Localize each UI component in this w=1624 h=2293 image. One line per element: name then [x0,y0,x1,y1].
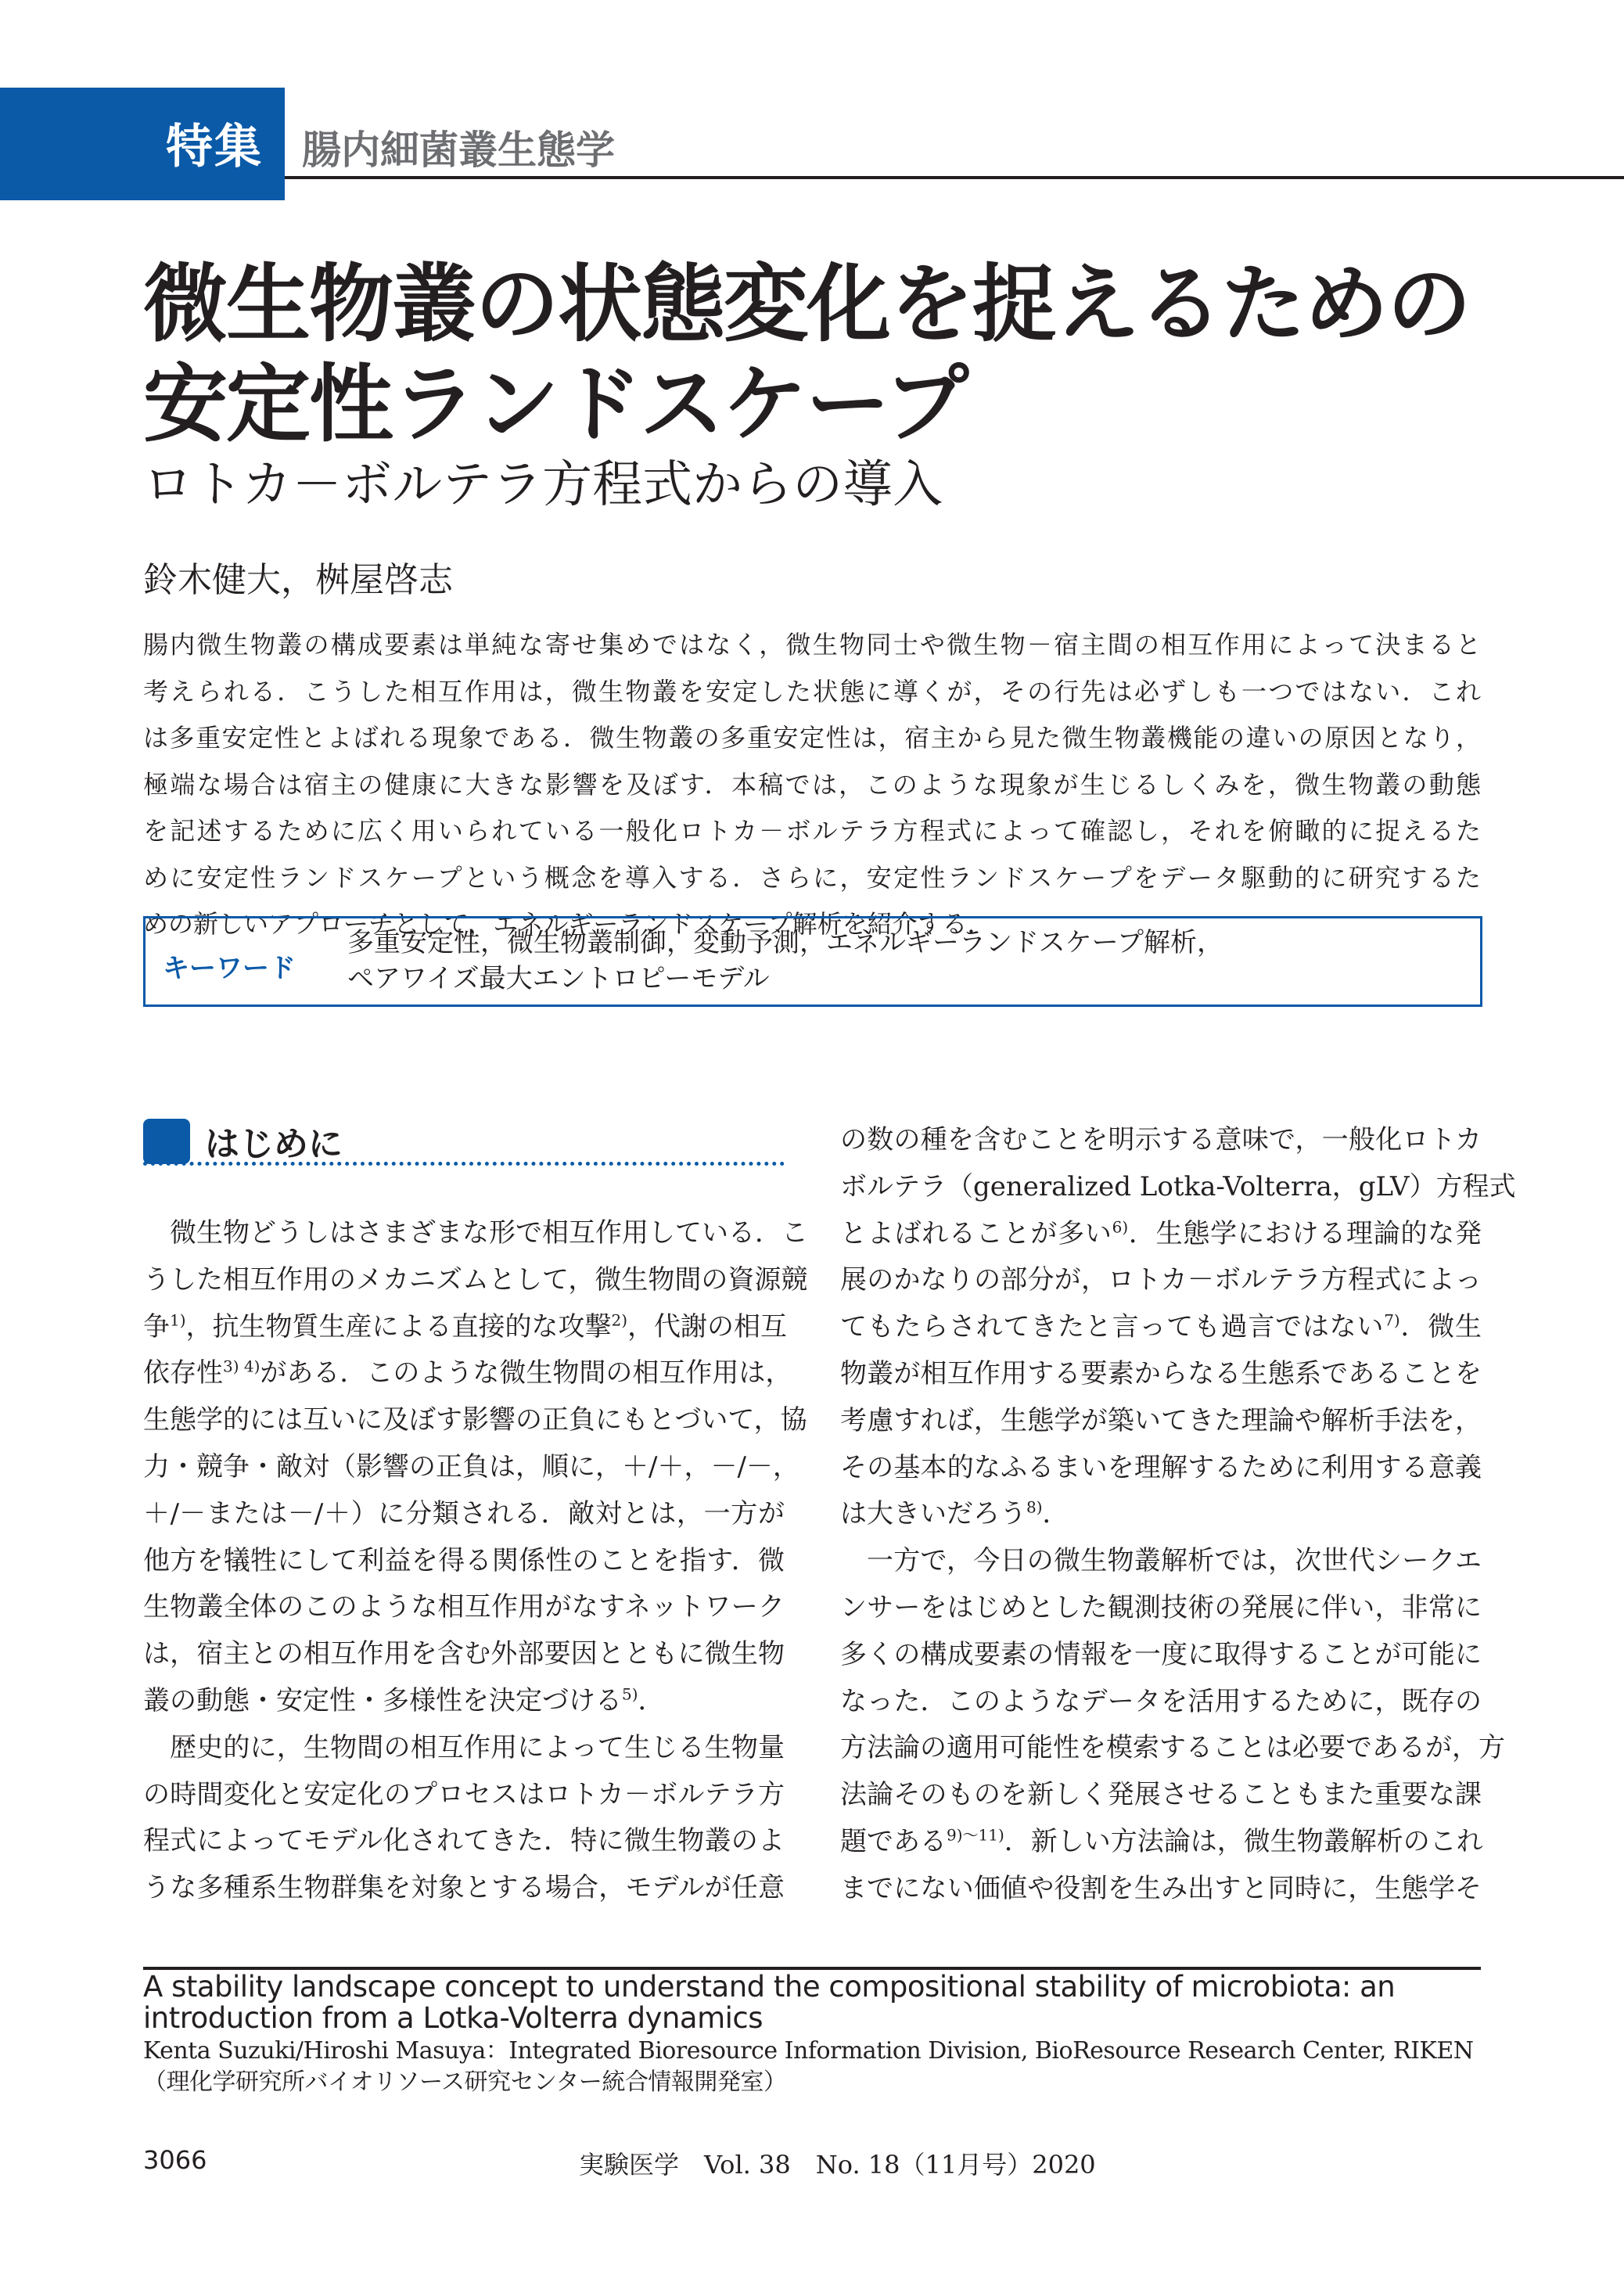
abstract-line: を記述するために広く用いられている一般化ロトカ－ボルテラ方程式によって確認し，それを俯瞰的に捉えるた [143,816,1481,846]
body-text-line: とよばれることが多い$^{6)}$．生態学における理論的な発 [840,1217,1482,1249]
citation-ref: 2) [611,1310,628,1330]
author-affiliation: Kenta Suzuki/Hiroshi Masuya：Integrated Bioresource Information Division, BioResource Research Center, RIKEN（理化学研究所バイオリソース研究センター統合情報開発室） [143,2037,1474,2096]
citation-ref: 1) [170,1310,186,1330]
body-text-line: 一方で，今日の微生物叢解析では，次世代シークエ [867,1545,1482,1577]
abstract-line: は多重安定性とよばれる現象である．微生物叢の多重安定性は，宿主から見た微生物叢機能の違いの原因となり， [143,723,1481,753]
feature-tag-label: 特集 [166,120,263,174]
body-text-line: ボルテラ（generalized Lotka-Volterra，gLV）方程式 [840,1170,1516,1202]
section-dotted-rule [143,1162,785,1166]
abstract-line: 考えられる．こうした相互作用は，微生物叢を安定した状態に導くが，その行先は必ずしも一つではない．これ [143,676,1481,706]
keywords-box [143,916,1482,1007]
body-text-line: は，宿主との相互作用を含む外部要因とともに微生物 [143,1638,785,1670]
body-text-line: 歴史的に，生物間の相互作用によって生じる生物量 [170,1731,785,1763]
body-text-line: 力・競争・敵対（影響の正負は，順に，＋/＋，－/－， [143,1450,799,1483]
citation-ref: 7) [1384,1310,1400,1330]
section-heading: はじめに [205,1124,343,1164]
body-text-line: うな多種系生物群集を対象とする場合，モデルが任意 [143,1872,785,1904]
section-marker-icon [143,1119,190,1164]
article-title-line2: 安定性ランドスケープ [143,356,968,454]
body-text-line: その基本的なふるまいを理解するために利用する意義 [840,1451,1482,1483]
body-column-left [143,1210,808,1912]
body-text-line: 程式によってモデル化されてきた．特に微生物叢のよ [143,1825,785,1857]
body-text-line: 生態学的には互いに及ぼす影響の正負にもとづいて，協 [143,1404,807,1436]
body-text-line: ンサーをはじめとした観測技術の発展に伴い，非常に [840,1591,1482,1623]
body-column-right [840,1117,1516,1913]
body-text-line: 叢の動態・安定性・多様性を決定づける$^{5)}$． [143,1684,665,1716]
keywords-list [347,925,1223,997]
body-text-line: うした相互作用のメカニズムとして，微生物間の資源競 [143,1263,808,1296]
article-title-line1: 微生物叢の状態変化を捉えるための [143,256,1471,354]
body-text-line: 争$^{1)}$，抗生物質生産による直接的な攻撃$^{2)}$，代謝の相互 [143,1310,788,1342]
abstract [143,622,1481,948]
abstract-line: めの新しいアプローチとして，エネルギーランドスケープ解析を紹介する． [143,909,993,939]
body-text-line: は大きいだろう$^{8)}$． [840,1498,1069,1530]
abstract-line: めに安定性ランドスケープという概念を導入する．さらに，安定性ランドスケープをデータ駆動的に研究するた [143,862,1481,893]
body-text-line: 物叢が相互作用する要素からなる生態系であることを [840,1357,1482,1389]
keywords-line: 多重安定性，微生物叢制御，変動予測，エネルギーランドスケープ解析， [347,927,1223,958]
page-number: 3066 [143,2145,207,2175]
body-text-line: 展のかなりの部分が，ロトカ－ボルテラ方程式によっ [840,1264,1482,1296]
body-text-line: てもたらされてきたと言っても過言ではない$^{7)}$．微生 [840,1310,1482,1343]
body-text-line: までにない価値や役割を生み出すと同時に，生態学そ [840,1872,1482,1904]
citation-ref: 9)～11) [947,1825,1004,1845]
citation-ref: 8) [1026,1498,1043,1518]
body-text-line: 題である$^{9)\sim 11)}$．新しい方法論は，微生物叢解析のこれ [840,1825,1483,1857]
english-title: A stability landscape concept to understand the compositional stability of microbiota: an introduction from a Lotka-Volterra dynamics [143,1970,1396,2035]
body-text-line: ＋/－または－/＋）に分類される．敵対とは，一方が [143,1497,785,1529]
article-subtitle: ロトカ－ボルテラ方程式からの導入 [143,456,943,514]
abstract-line: 極端な場合は宿主の健康に大きな影響を及ぼす．本稿では，このような現象が生じるしくみを，微生物叢の動態 [143,769,1481,800]
journal-citation: 実験医学 Vol. 38 No. 18（11月号）2020 [579,2150,1096,2180]
body-text-line: なった．このようなデータを活用するために，既存の [840,1685,1482,1717]
abstract-line: 腸内微生物叢の構成要素は単純な寄せ集めではなく，微生物同士や微生物－宿主間の相互作用によって決まると [143,630,1481,660]
body-text-line: 考慮すれば，生態学が築いてきた理論や解析手法を， [840,1404,1482,1436]
body-text-line: の時間変化と安定化のプロセスはロトカ－ボルテラ方 [143,1778,785,1810]
citation-ref: 5) [622,1684,638,1704]
header-rule [285,176,1624,179]
body-text-line: 依存性$^{3) 4)}$がある．このような微生物間の相互作用は， [143,1357,792,1389]
authors: 鈴木健大，桝屋啓志 [143,560,453,600]
body-text-line: 法論そのものを新しく発展させることもまた重要な課 [840,1779,1482,1811]
body-text-line: 生物叢全体のこのような相互作用がなすネットワーク [143,1591,785,1623]
citation-ref: 6) [1112,1217,1129,1237]
citation-ref: 3) 4) [223,1357,260,1377]
keywords-label: キーワード [163,953,296,984]
body-text-line: 方法論の適用可能性を模索することは必要であるが，方 [840,1732,1505,1764]
body-text-line: 他方を犠牲にして利益を得る関係性のことを指す．微 [143,1544,785,1576]
body-text-line: の数の種を含むことを明示する意味で，一般化ロトカ [840,1124,1482,1155]
keywords-line: ペアワイズ最大エントロピーモデル [347,963,770,994]
body-text-line: 微生物どうしはさまざまな形で相互作用している．こ [170,1217,808,1249]
series-title: 腸内細菌叢生態学 [302,128,615,173]
body-text-line: 多くの構成要素の情報を一度に取得することが可能に [840,1638,1482,1670]
